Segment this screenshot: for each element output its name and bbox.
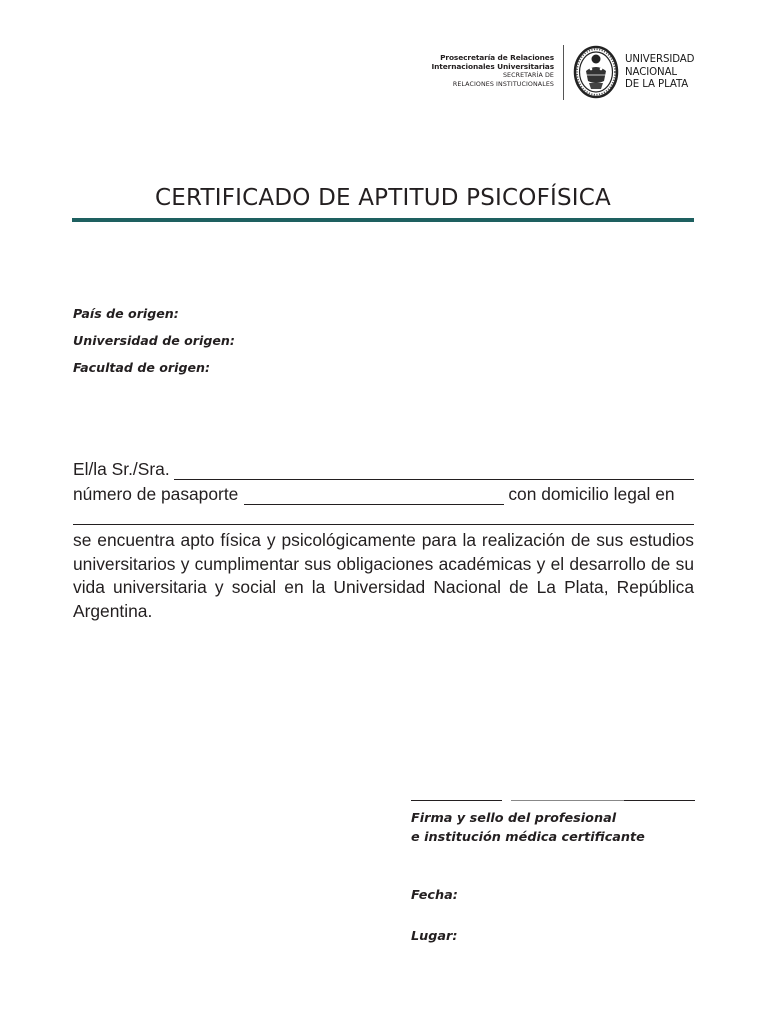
country-label: País de origen: (73, 306, 179, 321)
university-label: Universidad de origen: (73, 333, 235, 348)
name-prefix: El/la Sr./Sra. (73, 459, 170, 479)
signature-caption (411, 809, 645, 847)
signature-line-end (624, 800, 695, 801)
header-divider (563, 45, 564, 100)
unlp-seal-icon (573, 45, 619, 99)
university-name-line-3: DE LA PLATA (625, 79, 689, 90)
place-label: Lugar: (411, 929, 458, 944)
department-header (432, 53, 555, 89)
origin-fields (73, 306, 235, 387)
university-name-line-2: NACIONAL (625, 66, 678, 78)
secretariat-line-1: SECRETARÍA DE (502, 72, 554, 79)
title-rule (72, 218, 694, 222)
signature-line (411, 800, 502, 801)
date-label: Fecha: (411, 888, 458, 903)
passport-prefix: número de pasaporte (73, 484, 239, 504)
university-name (625, 54, 694, 92)
university-name-line-1: UNIVERSIDAD (625, 54, 695, 65)
secretariat-line-2: RELACIONES INSTITUCIONALES (452, 81, 554, 88)
passport-blank[interactable] (244, 488, 504, 505)
signature-caption-line-1: Firma y sello del profesional (411, 811, 617, 826)
signature-line-faint (511, 800, 624, 801)
domicile-blank[interactable] (73, 510, 694, 525)
faculty-label: Facultad de origen: (73, 360, 210, 375)
domicile-text: con domicilio legal en (508, 484, 675, 504)
passport-line (73, 484, 694, 505)
certificate-title: CERTIFICADO DE APTITUD PSICOFÍSICA (155, 185, 611, 211)
certification-paragraph: se encuentra apto física y psicológicamente para la realización de sus estudios universitarios y cumplimentar sus obligaciones académicas y el desarrollo de su vida universitaria y social en la Universidad Nacional de La Plata, República Argentina. (73, 530, 694, 621)
department-line-2: Internacionales Universitarias (431, 62, 554, 71)
name-blank[interactable] (174, 463, 694, 480)
name-line (73, 459, 694, 480)
department-line-1: Prosecretaría de Relaciones (440, 53, 554, 62)
signature-caption-line-2: e institución médica certificante (411, 830, 645, 845)
